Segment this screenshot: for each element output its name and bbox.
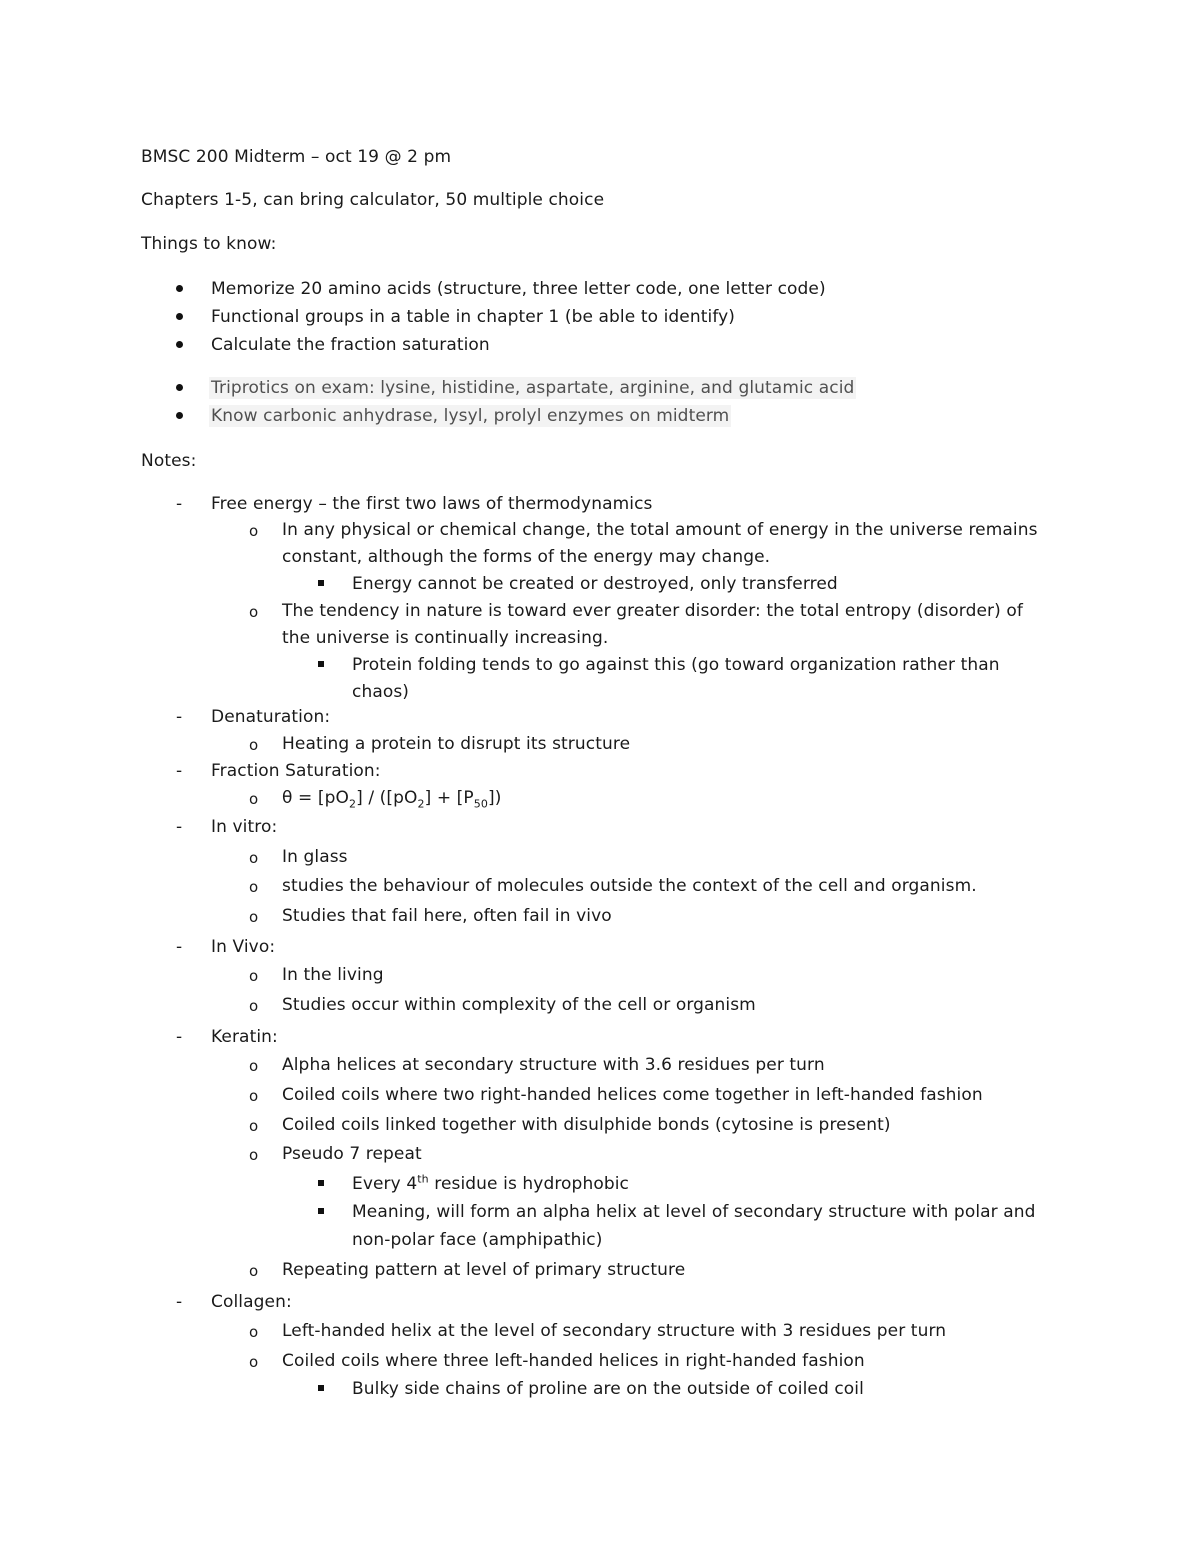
keratin-item: Alpha helices at secondary structure with 3.6 residues per turn: [282, 1055, 825, 1075]
square-bullet-icon: [318, 1208, 324, 1214]
things-item-highlighted: [209, 405, 731, 427]
things-heading: Things to know:: [141, 234, 277, 254]
collagen-item: Coiled coils where three left-handed helices in right-handed fashion: [282, 1351, 865, 1371]
formula-sub: 2: [417, 797, 425, 811]
square-bullet-icon: [318, 580, 324, 586]
things-item: Functional groups in a table in chapter 1 (be able to identify): [211, 307, 736, 327]
keratin-item: Coiled coils linked together with disulphide bonds (cytosine is present): [282, 1115, 891, 1135]
in-vitro-item: In glass: [282, 847, 348, 867]
circle-marker: o: [249, 849, 259, 867]
document-title: BMSC 200 Midterm – oct 19 @ 2 pm: [141, 147, 452, 167]
keratin-sub-text: residue is hydrophobic: [428, 1174, 629, 1194]
bullet-icon: [176, 313, 183, 320]
highlight-span: Know carbonic anhydrase, lysyl, prolyl enzymes on midterm: [211, 406, 730, 426]
dash-marker: -: [176, 1292, 183, 1312]
note-collagen: Collagen:: [211, 1292, 292, 1312]
law1-line2: constant, although the forms of the energy may change.: [282, 547, 771, 567]
bullet-icon: [176, 412, 183, 419]
ordinal-suffix: th: [417, 1172, 429, 1186]
keratin-sub-text: Every 4: [352, 1174, 418, 1194]
exam-info: Chapters 1-5, can bring calculator, 50 multiple choice: [141, 190, 605, 210]
circle-marker: o: [249, 1087, 259, 1105]
circle-marker: o: [249, 1146, 259, 1164]
dash-marker: -: [176, 761, 183, 781]
law2-sub-line1: Protein folding tends to go against this (go toward organization rather than: [352, 655, 1000, 675]
keratin-sub-line2: non-polar face (amphipathic): [352, 1230, 603, 1250]
in-vivo-item: Studies occur within complexity of the cell or organism: [282, 995, 756, 1015]
square-bullet-icon: [318, 1180, 324, 1186]
bullet-icon: [176, 384, 183, 391]
dash-marker: -: [176, 494, 183, 514]
fraction-formula: [282, 787, 501, 809]
circle-marker: o: [249, 1117, 259, 1135]
square-bullet-icon: [318, 1385, 324, 1391]
formula-part: ] / ([pO: [356, 788, 418, 808]
law2-line2: the universe is continually increasing.: [282, 628, 609, 648]
things-item: Calculate the fraction saturation: [211, 335, 490, 355]
square-bullet-icon: [318, 661, 324, 667]
bullet-icon: [176, 341, 183, 348]
dash-marker: -: [176, 1027, 183, 1047]
law2-sub-line2: chaos): [352, 682, 410, 702]
note-keratin: Keratin:: [211, 1027, 278, 1047]
circle-marker: o: [249, 1057, 259, 1075]
law2-line1: The tendency in nature is toward ever greater disorder: the total entropy (disorder) of: [282, 601, 1023, 621]
in-vivo-item: In the living: [282, 965, 384, 985]
circle-marker: o: [249, 997, 259, 1015]
circle-marker: o: [249, 603, 259, 621]
circle-marker: o: [249, 736, 259, 754]
formula-sub: 50: [473, 797, 488, 811]
circle-marker: o: [249, 878, 259, 896]
dash-marker: -: [176, 817, 183, 837]
circle-marker: o: [249, 1323, 259, 1341]
note-denaturation: Denaturation:: [211, 707, 331, 727]
in-vitro-item: studies the behaviour of molecules outside the context of the cell and organism.: [282, 876, 977, 896]
circle-marker: o: [249, 908, 259, 926]
keratin-item: Repeating pattern at level of primary structure: [282, 1260, 686, 1280]
highlight-span: Triprotics on exam: lysine, histidine, aspartate, arginine, and glutamic acid: [211, 378, 855, 398]
circle-marker: o: [249, 1353, 259, 1371]
formula-part: θ = [pO: [282, 788, 349, 808]
dash-marker: -: [176, 707, 183, 727]
law1-line1: In any physical or chemical change, the total amount of energy in the universe remains: [282, 520, 1038, 540]
formula-part: ] + [P: [424, 788, 474, 808]
denaturation-item: Heating a protein to disrupt its structure: [282, 734, 631, 754]
formula-part: ]): [487, 788, 502, 808]
note-free-energy: Free energy – the first two laws of thermodynamics: [211, 494, 653, 514]
keratin-item: Pseudo 7 repeat: [282, 1144, 422, 1164]
in-vitro-item: Studies that fail here, often fail in vivo: [282, 906, 612, 926]
bullet-icon: [176, 285, 183, 292]
law1-sub: Energy cannot be created or destroyed, only transferred: [352, 574, 838, 594]
circle-marker: o: [249, 790, 259, 808]
collagen-item: Left-handed helix at the level of secondary structure with 3 residues per turn: [282, 1321, 947, 1341]
keratin-item: Coiled coils where two right-handed helices come together in left-handed fashion: [282, 1085, 983, 1105]
things-item-highlighted: [209, 377, 856, 399]
note-fraction-saturation: Fraction Saturation:: [211, 761, 381, 781]
collagen-sub-item: Bulky side chains of proline are on the outside of coiled coil: [352, 1379, 864, 1399]
formula-sub: 2: [348, 797, 357, 811]
circle-marker: o: [249, 967, 259, 985]
circle-marker: o: [249, 522, 259, 540]
circle-marker: o: [249, 1262, 259, 1280]
notes-heading: Notes:: [141, 451, 197, 471]
things-item: Memorize 20 amino acids (structure, three letter code, one letter code): [211, 279, 826, 299]
note-in-vivo: In Vivo:: [211, 937, 276, 957]
note-in-vitro: In vitro:: [211, 817, 278, 837]
keratin-sub-line1: Meaning, will form an alpha helix at level of secondary structure with polar and: [352, 1202, 1036, 1222]
dash-marker: -: [176, 937, 183, 957]
keratin-sub-item: [352, 1173, 629, 1195]
